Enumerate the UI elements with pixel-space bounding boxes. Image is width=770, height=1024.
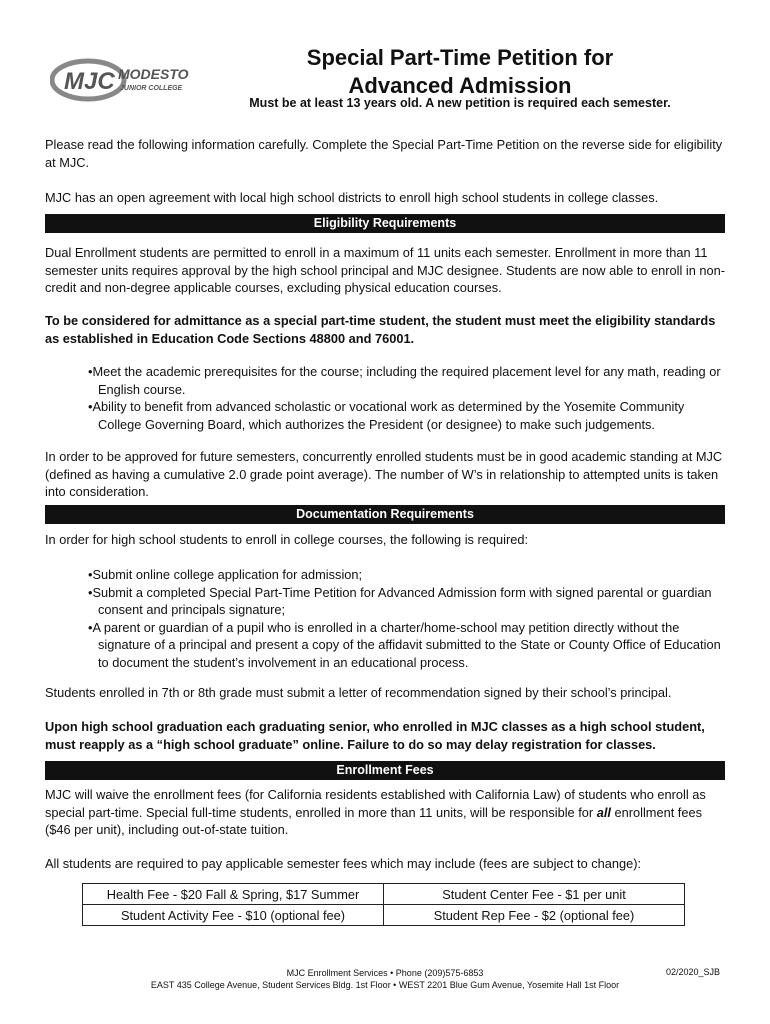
fees-paragraph-1 xyxy=(45,786,730,839)
fees-table xyxy=(82,883,685,926)
table-row xyxy=(83,884,685,905)
eligibility-paragraph-2: To be considered for admittance as a special part-time student, the student must meet the eligibility standards as established in Education Code Sections 48800 and 76001. xyxy=(45,313,716,346)
table-cell: Student Activity Fee - $10 (optional fee) xyxy=(83,905,384,926)
eligibility-bullet-list xyxy=(88,363,728,433)
title-line-2: Advanced Admission xyxy=(348,73,572,98)
list-item: • Ability to benefit from advanced scholastic or vocational work as determined by the Yosemite Community College Governing Board, which authorizes the President (or designee) to make such judgements. xyxy=(88,398,728,433)
fees-text-after: enrollment fees ($46 per unit), including out-of-state tuition. xyxy=(45,804,702,837)
intro-paragraph-1: Please read the following information carefully. Complete the Special Part-Time Petition on the reverse side for eligibility at MJC. xyxy=(45,137,723,170)
fees-heading: Enrollment Fees xyxy=(45,761,725,780)
documentation-bullet-list xyxy=(88,566,728,671)
list-item: • Meet the academic prerequisites for the course; including the required placement level for any math, reading or English course. xyxy=(88,363,728,398)
footer xyxy=(130,967,640,991)
eligibility-paragraph-1: Dual Enrollment students are permitted to enroll in a maximum of 11 units each semester. Enrollment in more than 11 semester units requires approval by the high school principal and MJC designee. Students are now able to enroll in non-credit and non-degree applicable courses, excluding physical education courses. xyxy=(45,245,726,295)
documentation-paragraph-2: Students enrolled in 7th or 8th grade must submit a letter of recommendation signed by their school’s principal. xyxy=(45,685,672,700)
eligibility-heading: Eligibility Requirements xyxy=(45,214,725,233)
intro-paragraph-2: MJC has an open agreement with local high school districts to enroll high school students in college classes. xyxy=(45,190,659,205)
logo-graphic xyxy=(50,54,210,110)
list-item: • A parent or guardian of a pupil who is enrolled in a charter/home-school may petition directly without the signature of a principal and present a copy of the affidavit submitted to the State or County Office of Education to document the student’s involvement in an educational process. xyxy=(88,619,728,672)
documentation-heading: Documentation Requirements xyxy=(45,505,725,524)
list-item: • Submit online college application for admission; xyxy=(88,566,728,584)
form-code: 02/2020_SJB xyxy=(665,967,720,977)
eligibility-paragraph-3: In order to be approved for future semesters, concurrently enrolled students must be in good academic standing at MJC (defined as having a cumulative 2.0 grade point average). The number of W’s in relationship to attempted units is taken into consideration. xyxy=(45,449,723,499)
page-subtitle: Must be at least 13 years old. A new petition is required each semester. xyxy=(249,96,671,110)
mjc-logo xyxy=(50,54,210,110)
table-cell: Student Center Fee - $1 per unit xyxy=(384,884,685,905)
fees-emphasis: all xyxy=(596,804,611,820)
logo-sub-text: JUNIOR COLLEGE xyxy=(120,85,183,92)
table-cell: Health Fee - $20 Fall & Spring, $17 Summer xyxy=(83,884,384,905)
page-title xyxy=(230,44,690,100)
fees-paragraph-2: All students are required to pay applicable semester fees which may include (fees are subject to change): xyxy=(45,856,642,871)
footer-line-1: MJC Enrollment Services • Phone (209)575-6853 xyxy=(286,968,484,978)
logo-mark-text: MJC xyxy=(64,68,115,95)
footer-line-2: EAST 435 College Avenue, Student Services Bldg. 1st Floor • WEST 2201 Blue Gum Avenue, Yosemite Hall 1st Floor xyxy=(150,980,620,990)
fees-text-before: MJC will waive the enrollment fees (for California residents established with California Law) of students who enroll as special part-time. Special full-time students, enrolled in more than 11 units, will be responsible for xyxy=(45,787,706,820)
documentation-paragraph-1: In order for high school students to enroll in college courses, the following is required: xyxy=(45,532,528,547)
table-row xyxy=(83,905,685,926)
logo-main-text: MODESTO xyxy=(118,66,189,82)
list-item: • Submit a completed Special Part-Time Petition for Advanced Admission form with signed parental or guardian consent and principals signature; xyxy=(88,584,728,619)
title-line-1: Special Part-Time Petition for xyxy=(306,45,614,70)
documentation-paragraph-3: Upon high school graduation each graduating senior, who enrolled in MJC classes as a high school student, must reapply as a “high school graduate” online. Failure to do so may delay registration for classes. xyxy=(45,719,705,752)
table-cell: Student Rep Fee - $2 (optional fee) xyxy=(384,905,685,926)
